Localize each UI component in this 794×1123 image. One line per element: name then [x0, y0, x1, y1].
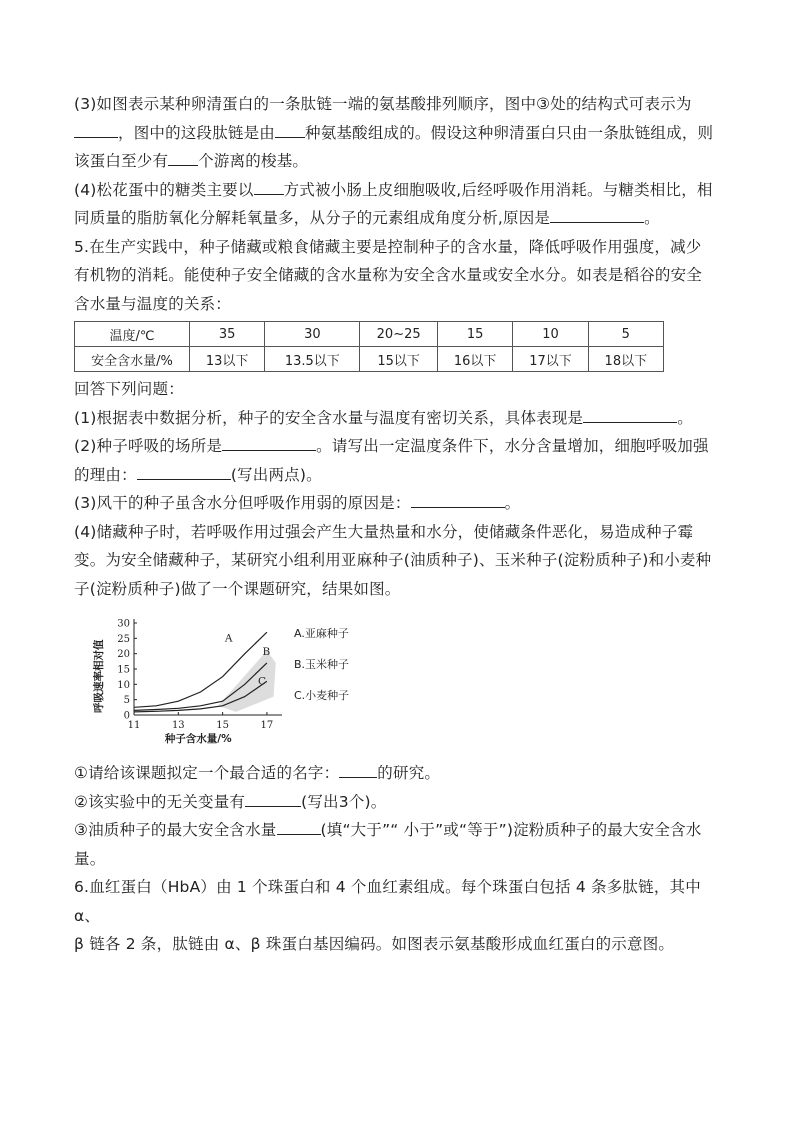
document-page: [74, 90, 724, 959]
x-axis-label: 种子含水量/%: [164, 733, 232, 745]
answer-blank[interactable]: [168, 148, 198, 166]
answer-blank[interactable]: [222, 433, 316, 451]
s3-line: (3)风干的种子虽含水分但呼吸作用弱的原因是： 。: [74, 489, 724, 518]
c3-line2: 量。: [74, 849, 106, 868]
q4-line2: 同质量的脂肪氧化分解耗氧量多，从分子的元素组成角度分析,原因是 。: [74, 204, 724, 233]
y-tick-label: 10: [117, 679, 130, 691]
table-cell: 10: [513, 322, 588, 347]
s1-line: (1)根据表中数据分析，种子的安全含水量与温度有密切关系，具体表现是 。: [74, 404, 724, 433]
table-cell: 30: [265, 322, 360, 347]
table-cell: 13以下: [190, 347, 265, 372]
answer-blank[interactable]: [254, 177, 284, 195]
answer-blank[interactable]: [550, 205, 644, 223]
s2-line1: (2)种子呼吸的场所是 。请写出一定温度条件下，水分含量增加，细胞呼吸加强: [74, 432, 724, 461]
answer-blank[interactable]: [275, 120, 305, 138]
s4-line1: (4)储藏种子时，若呼吸作用过强会产生大量热量和水分，使储藏条件恶化，易造成种子霉: [74, 522, 694, 541]
answer-blank[interactable]: [245, 789, 301, 807]
y-axis-label: 呼吸速率相对值: [93, 639, 105, 713]
s4-line2: 变。为安全储藏种子，某研究小组利用亚麻种子(油质种子)、玉米种子(淀粉质种子)和小麦种: [74, 551, 712, 569]
s2-line2: 的理由： (写出两点)。: [74, 461, 724, 490]
q5-line1: 5.在生产实践中，种子储藏或粮食储藏主要是控制种子的含水量，降低呼吸作用强度，减少: [74, 237, 702, 256]
y-tick-label: 0: [123, 710, 130, 722]
y-tick-label: 5: [123, 695, 130, 707]
table-cell: 16以下: [437, 347, 512, 372]
q5-line3: 含水量与温度的关系：: [74, 294, 232, 313]
curve-label: C: [258, 675, 267, 688]
y-tick-label: 30: [117, 618, 130, 630]
shaded-region: [218, 651, 276, 712]
curve-label: B: [262, 646, 271, 659]
y-tick-label: 25: [117, 633, 130, 645]
answer-intro: 回答下列问题：: [74, 380, 184, 398]
table-cell: 温度/℃: [75, 322, 190, 347]
q3-line2: ，图中的这段肽链是由 种氨基酸组成的。假设这种卵清蛋白只由一条肽链组成，则: [74, 119, 724, 148]
table-cell: 20~25: [360, 322, 438, 347]
x-tick-label: 17: [260, 720, 274, 731]
table-cell: 35: [190, 322, 265, 347]
table-cell: 18以下: [588, 347, 663, 372]
x-tick-label: 11: [127, 720, 141, 731]
c2-line: ②该实验中的无关变量有 (写出3个)。: [74, 788, 724, 817]
q6-line2: β 链各 2 条，肽链由 α、β 珠蛋白基因编码。如图表示氨基酸形成血红蛋白的示意图。: [74, 935, 675, 953]
table-cell: 安全含水量/%: [75, 347, 190, 372]
legend-entry: C.小麦种子: [294, 689, 350, 702]
table-cell: 13.5以下: [265, 347, 360, 372]
q3-line1: (3)如图表示某种卵清蛋白的一条肽链一端的氨基酸排列顺序，图中③处的结构式可表示为: [74, 95, 692, 113]
table-cell: 15: [437, 322, 512, 347]
q5-line2: 有机物的消耗。能使种子安全储藏的含水量称为安全含水量或安全水分。如表是稻谷的安全: [74, 266, 703, 284]
y-tick-label: 15: [117, 664, 130, 676]
table-cell: 5: [588, 322, 663, 347]
table-row: [75, 347, 664, 372]
answer-blank[interactable]: [74, 120, 118, 138]
c1-line: ①请给该课题拟定一个最合适的名字： 的研究。: [74, 759, 724, 788]
respiration-chart: [88, 615, 388, 755]
table-cell: 15以下: [360, 347, 438, 372]
answer-blank[interactable]: [137, 462, 231, 480]
data-table: [74, 321, 664, 372]
answer-blank[interactable]: [411, 490, 505, 508]
legend-entry: A.亚麻种子: [294, 627, 349, 640]
table-row: [75, 322, 664, 347]
q6-line1: 6.血红蛋白（HbA）由 1 个珠蛋白和 4 个血红素组成。每个珠蛋白包括 4 条多肽链，其中 α、: [74, 878, 701, 925]
x-tick-label: 15: [216, 720, 229, 731]
y-tick-label: 20: [117, 649, 130, 661]
q4-line1: (4)松花蛋中的糖类主要以 方式被小肠上皮细胞吸收,后经呼吸作用消耗。与糖类相比，相: [74, 176, 724, 205]
x-tick-label: 13: [171, 720, 185, 731]
answer-blank[interactable]: [339, 760, 377, 778]
table-cell: 17以下: [513, 347, 588, 372]
s4-line3: 子(淀粉质种子)做了一个课题研究，结果如图。: [74, 579, 401, 598]
c3-line1: ③油质种子的最大安全含水量 (填“大于”“ 小于”或“等于”)淀粉质种子的最大安全含水: [74, 816, 724, 845]
answer-blank[interactable]: [277, 817, 321, 835]
q3-line3: 该蛋白至少有 个游离的梭基。: [74, 147, 724, 176]
curve-label: A: [224, 632, 233, 645]
chart-svg: [88, 615, 388, 755]
answer-blank[interactable]: [583, 405, 677, 423]
legend-entry: B.玉米种子: [294, 658, 350, 671]
